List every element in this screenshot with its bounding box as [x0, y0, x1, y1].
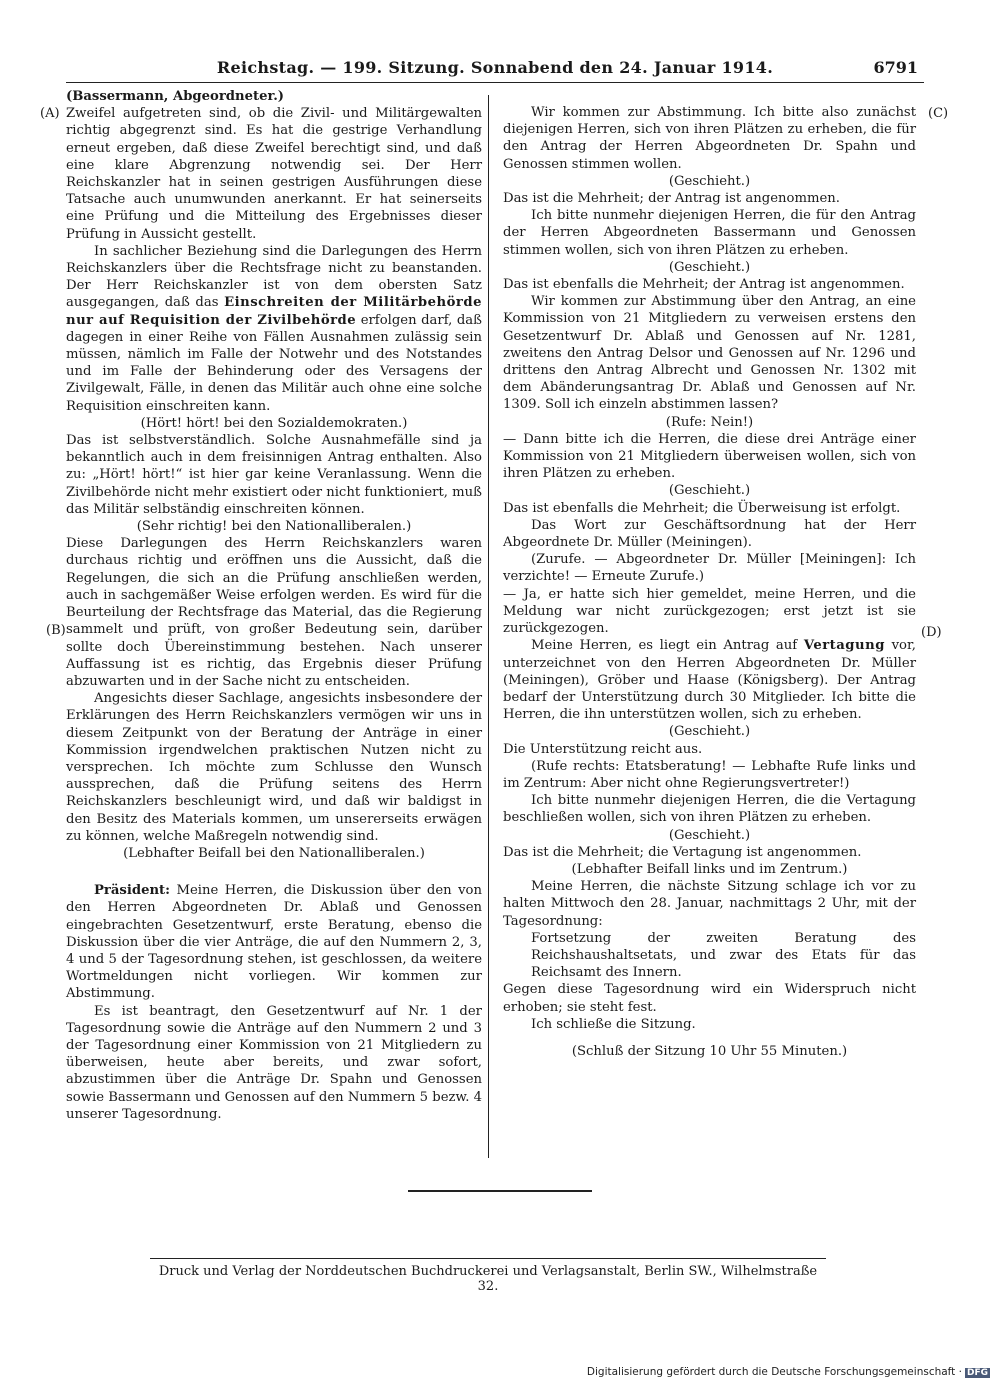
column-divider — [488, 95, 489, 1158]
paragraph: Zweifel aufgetreten sind, ob die Zivil- und Militärgewalten richtig abgegrenzt sind. Es hat die gestrige Verhandlung erneut ergeben, daß diese Zweifel berechtigt sind, und daß eine klare Abgrenzung notwendig sei. Der Herr Reichskanzler hat in seinen gestrigen Ausführungen diese Tatsache auch unumwunden anerkannt. Er hat seinerseits eine Prüfung und die Mitteilung des Ergebnisses dieser Prüfung in Aussicht gestellt. — [66, 106, 482, 242]
imprint: Druck und Verlag der Norddeutschen Buchdruckerei und Verlagsanstalt, Berlin SW., Wilhelmstraße 32. — [158, 1264, 818, 1294]
agenda-item: Fortsetzung der zweiten Beratung des Reichshaushaltsetats, und zwar des Etats für das Reichsamt des Innern. — [531, 930, 916, 981]
paragraph: — Dann bitte ich die Herren, die diese drei Anträge einer Kommission von 21 Mitgliedern überweisen wollen, sich von ihren Plätzen zu erheben. — [503, 431, 916, 482]
interjection: (Lebhafter Beifall links und im Zentrum.) — [571, 861, 848, 877]
paragraph: Die Unterstützung reicht aus. — [503, 741, 703, 757]
paragraph: Diese Darlegungen des Herrn Reichskanzlers waren durchaus richtig und eröffnen uns die Aussicht, daß die Regelungen, die sich an die Prüfung anschließen werden, auch in sachgemäßer Weise erfolgen werden. Es wird für die Beurteilung der Rechtsfrage das Material, das die Regierung sammelt und prüft, von großer Bedeutung sein, darüber sollte doch Übereinstimmung bestehen. Nach unserer Auffassung ist es richtig, das Ergebnis dieser Prüfung abzuwarten und in der Sache nicht zu entscheiden. — [66, 536, 482, 689]
interjection: (Rufe rechts: Etatsberatung! — Lebhafte Rufe links und im Zentrum: Aber nicht ohne Regierungsvertreter!) — [503, 758, 916, 791]
paragraph: Das ist ebenfalls die Mehrheit; der Antrag ist angenommen. — [503, 277, 905, 293]
interjection: (Geschieht.) — [668, 483, 751, 499]
paragraph: Angesichts dieser Sachlage, angesichts insbesondere der Erklärungen des Herrn Reichskanzlers vermögen wir uns in diesem Zeitpunkt von der Beratung der Anträge in einer Kommission irgendwelchen praktischen Nutzen nicht zu versprechen. Ich möchte zum Schlusse den Wunsch aussprechen, daß die Prüfung seitens des Herrn Reichskanzlers beschleunigt wird, und daß wir baldigst in den Besitz des Materials kommen, um unsererseits erwägen zu können, welche Maßregeln notwendig sind. — [66, 691, 482, 844]
interjection: (Geschieht.) — [668, 259, 751, 275]
interjection: (Geschieht.) — [668, 827, 751, 843]
interjection: (Zurufe. — Abgeordneter Dr. Müller [Meiningen]: Ich verzichte! — Erneute Zurufe.) — [503, 552, 916, 585]
margin-mark-c: (C) — [928, 106, 949, 121]
paragraph: Wir kommen zur Abstimmung über den Antrag, an eine Kommission von 21 Mitgliedern zu verweisen erstens den Gesetzentwurf Dr. Ablaß und Genossen auf Nr. 1281, zweitens den Antrag Delsor und Genossen auf Nr. 1296 und drittens den Antrag Albrecht und Genossen Nr. 1302 mit dem Abänderungsantrag Dr. Ablaß und Genossen auf Nr. 1309. Soll ich einzeln abstimmen lassen? — [503, 294, 916, 413]
paragraph: Gegen diese Tagesordnung wird ein Widerspruch nicht erhoben; sie steht fest. — [503, 982, 916, 1015]
margin-mark-d: (D) — [921, 625, 942, 640]
header-rule — [66, 82, 924, 83]
interjection: (Hört! hört! bei den Sozialdemokraten.) — [140, 415, 408, 431]
paragraph: — Ja, er hatte sich hier gemeldet, meine Herren, und die Meldung war nicht zurückgezogen; erst jetzt ist sie zurückgezogen. — [503, 586, 916, 637]
paragraph: Das Wort zur Geschäftsordnung hat der Herr Abgeordnete Dr. Müller (Meiningen). — [503, 517, 916, 551]
paragraph: Ich bitte nunmehr diejenigen Herren, die die Vertagung beschließen wollen, sich von ihren Plätzen zu erheben. — [503, 793, 916, 826]
paragraph: Das ist die Mehrheit; der Antrag ist angenommen. — [503, 191, 840, 207]
left-column — [66, 88, 482, 1123]
paragraph: Meine Herren, es liegt ein Antrag auf Vertagung vor, unterzeichnet von den Herren Abgeordneten Dr. Müller (Meiningen), Gröber und Haase (Königsberg). Der Antrag bedarf der Unterstützung durch 30 Mitglieder. Ich bitte die Herren, die ihn unterstützen wollen, sich zu erheben. — [503, 638, 916, 723]
session-end-note: (Schluß der Sitzung 10 Uhr 55 Minuten.) — [571, 1043, 848, 1059]
right-column — [503, 104, 916, 1060]
imprint-rule — [150, 1258, 826, 1259]
paragraph: Das ist ebenfalls die Mehrheit; die Überweisung ist erfolgt. — [503, 500, 901, 516]
paragraph: Es ist beantragt, den Gesetzentwurf auf Nr. 1 der Tagesordnung sowie die Anträge auf den Nummern 2 und 3 der Tagesordnung einer Kommission von 21 Mitgliedern zu überweisen, heute aber bereits, und zwar sofort, abzustimmen über die Anträge Dr. Spahn und Genossen sowie Bassermann und Genossen auf den Nummern 5 bezw. 4 unserer Tagesordnung. — [66, 1003, 482, 1122]
interjection: (Rufe: Nein!) — [665, 414, 754, 430]
president-speech: Präsident: Meine Herren, die Diskussion über den von den Herren Abgeordneten Dr. Ablaß und Genossen eingebrachten Gesetzentwurf, erste Beratung, ebenso die Diskussion über die vier Anträge, die auf den Nummern 2, 3, 4 und 5 der Tagesordnung stehen, ist geschlossen, da weitere Wortmeldungen nicht vorliegen. Wir kommen zur Abstimmung. — [66, 883, 482, 1002]
end-rule — [408, 1190, 592, 1192]
running-header — [66, 58, 924, 80]
page-number: 6791 — [873, 58, 918, 77]
dfg-logo: DFG — [966, 1368, 988, 1378]
paragraph: Das ist selbstverständlich. Solche Ausnahmefälle sind ja bekanntlich auch in dem freisinnigen Antrag enthalten. Also zu: „Hört! hört!“ ist hier gar keine Veranlassung. Wenn die Zivilbehörde nicht mehr existiert oder nicht funktioniert, muß das Militär selbständig einschreiten können. — [66, 433, 482, 517]
header-title: Reichstag. — 199. Sitzung. Sonnabend den 24. Januar 1914. — [216, 58, 774, 77]
funding-text: Digitalisierung gefördert durch die Deutsche Forschungsgemeinschaft · — [586, 1366, 962, 1378]
interjection: (Geschieht.) — [668, 724, 751, 740]
interjection: (Sehr richtig! bei den Nationalliberalen.) — [136, 519, 412, 535]
speaker-note: (Bassermann, Abgeordneter.) — [66, 89, 285, 104]
funding-note — [587, 1366, 990, 1378]
paragraph: Ich bitte nunmehr diejenigen Herren, die für den Antrag der Herren Abgeordneten Bassermann und Genossen stimmen wollen, sich von ihren Plätzen zu erheben. — [503, 208, 916, 258]
margin-mark-b: (B) — [46, 623, 66, 638]
interjection: (Lebhafter Beifall bei den Nationalliberalen.) — [123, 845, 425, 861]
paragraph: Ich schließe die Sitzung. — [531, 1016, 696, 1032]
paragraph: In sachlicher Beziehung sind die Darlegungen des Herrn Reichskanzlers über die Rechtsfrage nicht zu beanstanden. Der Herr Reichskanzler ist von dem obersten Satz ausgegangen, daß das Einschreiten der Militärbehörde nur auf Requisition der Zivilbehörde erfolgen darf, daß dagegen in einer Reihe von Fällen Ausnahmen zulässig sein müssen, nämlich im Falle der Notwehr und des Notstandes und im Falle der Behinderung oder des Versagens der Zivilgewalt, Fälle, in denen das Militär auch ohne eine solche Requisition einschreiten kann. — [66, 243, 482, 414]
paragraph: Das ist die Mehrheit; die Vertagung ist angenommen. — [503, 844, 862, 860]
paragraph: Meine Herren, die nächste Sitzung schlage ich vor zu halten Mittwoch den 28. Januar, nachmittags 2 Uhr, mit der Tagesordnung: — [503, 879, 916, 929]
paragraph: Wir kommen zur Abstimmung. Ich bitte also zunächst diejenigen Herren, sich von ihren Plätzen zu erheben, die für den Antrag der Herren Abgeordneten Dr. Spahn und Genossen stimmen wollen. — [503, 105, 916, 172]
margin-mark-a: (A) — [40, 106, 60, 121]
interjection: (Geschieht.) — [668, 173, 751, 189]
